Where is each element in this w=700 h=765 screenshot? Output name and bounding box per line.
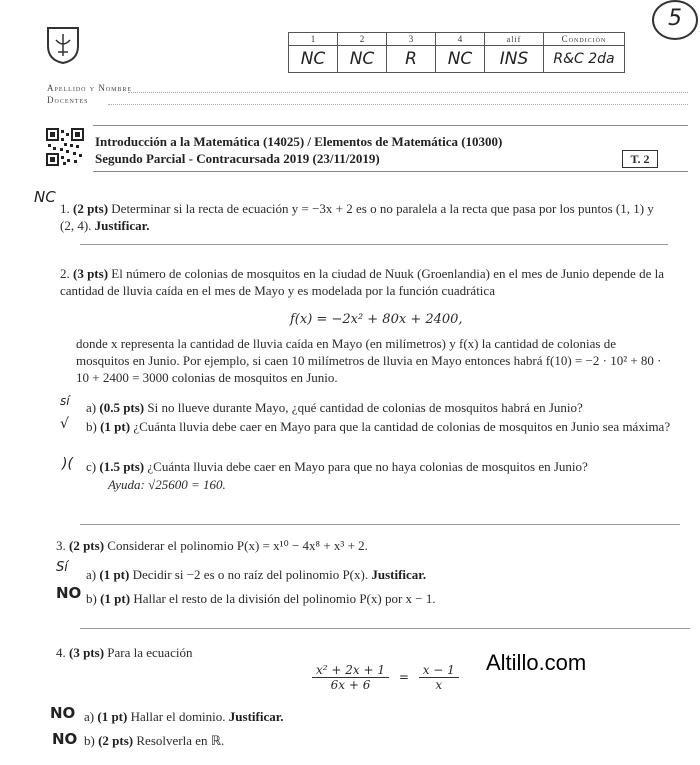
q4a-label: a) <box>84 709 95 724</box>
q2a-grade-mark: sí <box>60 394 70 408</box>
university-crest-icon <box>46 26 80 64</box>
q2b-points: (1 pt) <box>100 419 131 434</box>
q2-points: (3 pts) <box>73 266 109 281</box>
q4-equation <box>312 663 459 692</box>
watermark: Altillo.com <box>486 650 587 675</box>
q3b-points: (1 pt) <box>100 591 131 606</box>
q2b-text: ¿Cuánta lluvia debe caer en Mayo para que la cantidad de colonias de mosquitos en Junio sea máxima? <box>133 419 671 434</box>
grades-table <box>288 32 625 73</box>
q4-rhs-numerator: x − 1 <box>419 663 459 678</box>
q4-equals: = <box>398 670 409 684</box>
q2a-label: a) <box>86 400 97 415</box>
question-2a <box>86 399 676 416</box>
qr-code-icon <box>46 128 84 166</box>
q4-lhs-fraction <box>312 663 389 692</box>
circled-grade: 5 <box>652 0 698 40</box>
q4a-points: (1 pt) <box>97 709 128 724</box>
q2c-text: ¿Cuánta lluvia debe caer en Mayo para que no haya colonias de mosquitos en Junio? <box>147 459 588 474</box>
q4b-label: b) <box>84 733 95 748</box>
grade-col-alif: alif <box>485 33 544 46</box>
q3a-text: Decidir si −2 es o no raíz del polinomio P(x). <box>132 567 369 582</box>
q4-rhs-denominator: x <box>435 678 443 692</box>
q1-points: (2 pts) <box>73 201 109 216</box>
question-3b <box>86 590 676 607</box>
q1-text: Determinar si la recta de ecuación y = −3x + 2 es o no paralela a la recta que pasa por los puntos (1, 1) y (2, 4). <box>60 201 654 233</box>
grade-mark-2: NC <box>338 46 387 73</box>
q2c-label: c) <box>86 459 97 474</box>
q4a-grade-mark: NO <box>50 704 76 722</box>
question-3 <box>56 537 656 554</box>
q3b-label: b) <box>86 591 97 606</box>
q4b-points: (2 pts) <box>98 733 134 748</box>
theme-box: T. 2 <box>622 150 658 168</box>
q3b-grade-mark: NO <box>56 584 82 602</box>
q4-number: 4. <box>56 645 66 660</box>
q4a-text: Hallar el dominio. <box>130 709 226 724</box>
q2-explanation: donde x representa la cantidad de lluvia caída en Mayo (en milímetros) y f(x) la cantidad de colonias de mosquitos en Junio. Por ejemplo, si caen 10 milímetros de lluvia en Mayo entonces habrá f(10) = −2 · 10² + 80 · 10 + 2400 = 3000 colonias de mosquitos en Junio. <box>76 336 662 385</box>
grade-col-3: 3 <box>387 33 436 46</box>
q2c-grade-mark: )( <box>62 456 73 472</box>
q2-number: 2. <box>60 266 70 281</box>
q2a-points: (0.5 pts) <box>99 400 145 415</box>
q2b-label: b) <box>86 419 97 434</box>
question-2c <box>86 458 676 475</box>
q2-intro: El número de colonias de mosquitos en la ciudad de Nuuk (Groenlandia) en el mes de Junio depende de la cantidad de lluvia caída en el mes de Mayo y es modelada por la función cuadrática <box>60 266 664 298</box>
q2c-hint: Ayuda: √25600 = 160. <box>108 477 226 492</box>
question-4b <box>84 732 674 749</box>
course-title: Introducción a la Matemática (14025) / Elementos de Matemática (10300) <box>95 134 503 149</box>
grade-mark-alif: INS <box>485 46 544 73</box>
q4a-justify: Justificar. <box>228 709 284 724</box>
question-4 <box>56 644 456 661</box>
grade-mark-4: NC <box>436 46 485 73</box>
q4-points: (3 pts) <box>69 645 105 660</box>
q2-formula: f(x) = −2x² + 80x + 2400, <box>290 312 463 327</box>
grade-mark-3: R <box>387 46 436 73</box>
grade-col-1: 1 <box>289 33 338 46</box>
q3a-label: a) <box>86 567 97 582</box>
question-4a <box>84 708 674 725</box>
q1-grade-mark: NC <box>34 188 56 206</box>
q1-justify: Justificar. <box>94 218 150 233</box>
q3-text: Considerar el polinomio P(x) = x¹⁰ − 4x⁸ + x³ + 2. <box>107 538 368 553</box>
q3-points: (2 pts) <box>69 538 105 553</box>
grade-col-2: 2 <box>338 33 387 46</box>
q3b-text: Hallar el resto de la división del polinomio P(x) por x − 1. <box>133 591 436 606</box>
q4-rhs-fraction <box>419 663 459 692</box>
q2b-grade-mark: √ <box>60 416 69 432</box>
q4-text: Para la ecuación <box>107 645 193 660</box>
exam-title: Segundo Parcial - Contracursada 2019 (23/11/2019) <box>95 151 380 166</box>
grade-col-condicion: Condición <box>544 33 625 46</box>
grade-mark-condicion: R&C 2da <box>544 46 625 73</box>
question-2 <box>60 265 670 299</box>
grade-col-4: 4 <box>436 33 485 46</box>
q3a-grade-mark: Sí <box>56 560 68 575</box>
q2c-points: (1.5 pts) <box>99 459 145 474</box>
q4-lhs-numerator: x² + 2x + 1 <box>312 663 389 678</box>
grade-mark-1: NC <box>289 46 338 73</box>
question-2b <box>86 418 676 435</box>
q3a-justify: Justificar. <box>371 567 427 582</box>
q1-number: 1. <box>60 201 70 216</box>
q3a-points: (1 pt) <box>99 567 130 582</box>
q4-lhs-denominator: 6x + 6 <box>330 678 371 692</box>
q3-number: 3. <box>56 538 66 553</box>
q4b-text: Resolverla en ℝ. <box>136 733 225 748</box>
teachers-label: Docentes <box>47 95 89 105</box>
question-1 <box>60 200 665 234</box>
q2a-text: Si no llueve durante Mayo, ¿qué cantidad de colonias de mosquitos habrá en Junio? <box>147 400 583 415</box>
question-3a <box>86 566 676 583</box>
name-label: Apellido y Nombre <box>47 83 133 93</box>
q4b-grade-mark: NO <box>52 730 78 748</box>
